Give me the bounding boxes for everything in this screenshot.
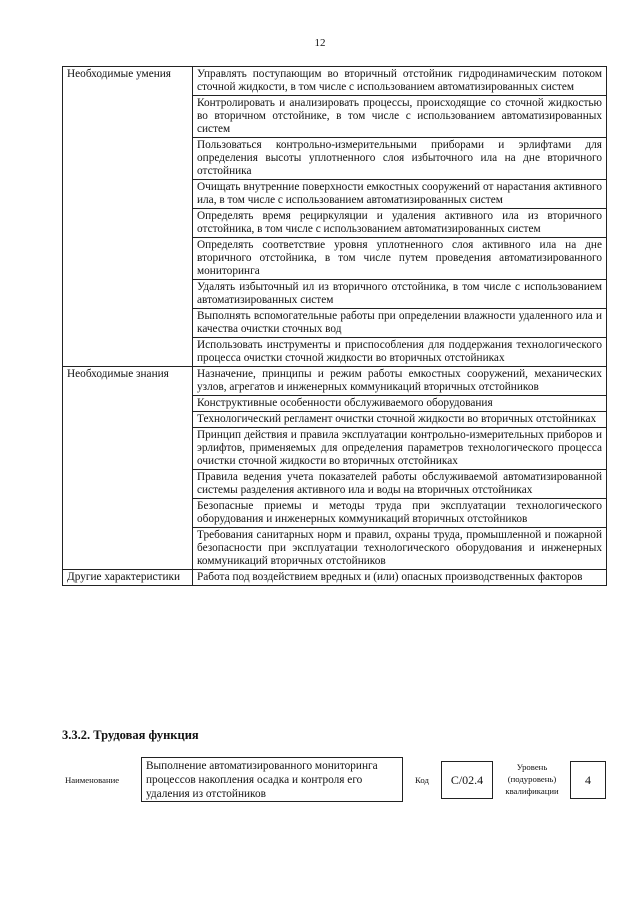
- requirement-item: Использовать инструменты и приспособления для поддержания технологического процесса очистки сточной жидкости во вторичных отстойниках: [193, 338, 607, 367]
- requirement-item: Контролировать и анализировать процессы, происходящие со сточной жидкостью во вторичном отстойнике, в том числе с использованием автоматизированных систем: [193, 96, 607, 138]
- page-number: 12: [314, 37, 326, 49]
- requirement-item: Пользоваться контрольно-измерительными приборами и эрлифтами для определения высоты уплотненного слоя избыточного ила на дне вторичного отстойника: [193, 138, 607, 180]
- requirement-item: Управлять поступающим во вторичный отстойник гидродинамическим потоком сточной жидкости, в том числе с использованием автоматизированных систем: [193, 67, 607, 96]
- table-row: [63, 570, 607, 586]
- name-label: Наименование: [65, 775, 120, 785]
- level-label: Уровень (подуровень) квалификации: [505, 762, 559, 796]
- requirement-item: Определять соответствие уровня уплотненного слоя активного ила на дне вторичного отстойника, в том числе путем проведения автоматизированного мониторинга: [193, 238, 607, 280]
- table-row: [63, 367, 607, 396]
- qualification-level: 4: [570, 761, 606, 799]
- requirement-item: Конструктивные особенности обслуживаемого оборудования: [193, 396, 607, 412]
- requirement-item: Очищать внутренние поверхности емкостных сооружений от нарастания активного ила, в том числе с использованием автоматизированных систем: [193, 180, 607, 209]
- requirement-item: Принцип действия и правила эксплуатации контрольно-измерительных приборов и эрлифтов, применяемых для определения параметров технологического процесса очистки сточной жидкости во вторичных отстойниках: [193, 428, 607, 470]
- requirement-category-label: Необходимые знания: [63, 367, 193, 570]
- requirements-table: [62, 66, 607, 586]
- requirement-item: Удалять избыточный ил из вторичного отстойника, в том числе с использованием автоматизированных систем: [193, 280, 607, 309]
- requirement-item: Требования санитарных норм и правил, охраны труда, промышленной и пожарной безопасности при эксплуатации технологического оборудования и инженерных коммуникаций вторичных отстойников: [193, 528, 607, 570]
- requirement-item: Назначение, принципы и режим работы емкостных сооружений, механических узлов, агрегатов и инженерных коммуникаций вторичных отстойников: [193, 367, 607, 396]
- requirement-category-label: Другие характеристики: [63, 570, 193, 586]
- requirement-item: Определять время рециркуляции и удаления активного ила из вторичного отстойника, в том числе с использованием автоматизированных систем: [193, 209, 607, 238]
- requirement-item: Выполнять вспомогательные работы при определении влажности удаленного ила и качества очистки сточных вод: [193, 309, 607, 338]
- requirement-item: Технологический регламент очистки сточной жидкости во вторичных отстойниках: [193, 412, 607, 428]
- function-code: C/02.4: [441, 761, 493, 799]
- requirement-item: Работа под воздействием вредных и (или) опасных производственных факторов: [193, 570, 607, 586]
- requirement-category-label: Необходимые умения: [63, 67, 193, 367]
- section-heading: 3.3.2. Трудовая функция: [62, 728, 199, 742]
- requirement-item: Безопасные приемы и методы труда при эксплуатации технологического оборудования и инженерных коммуникаций вторичных отстойников: [193, 499, 607, 528]
- table-row: [63, 67, 607, 96]
- requirement-item: Правила ведения учета показателей работы обслуживаемой автоматизированной системы разделения активного ила и воды на вторичных отстойниках: [193, 470, 607, 499]
- code-label: Код: [415, 775, 429, 785]
- function-name: Выполнение автоматизированного мониторинга процессов накопления осадка и контроля его удаления из отстойников: [141, 757, 403, 802]
